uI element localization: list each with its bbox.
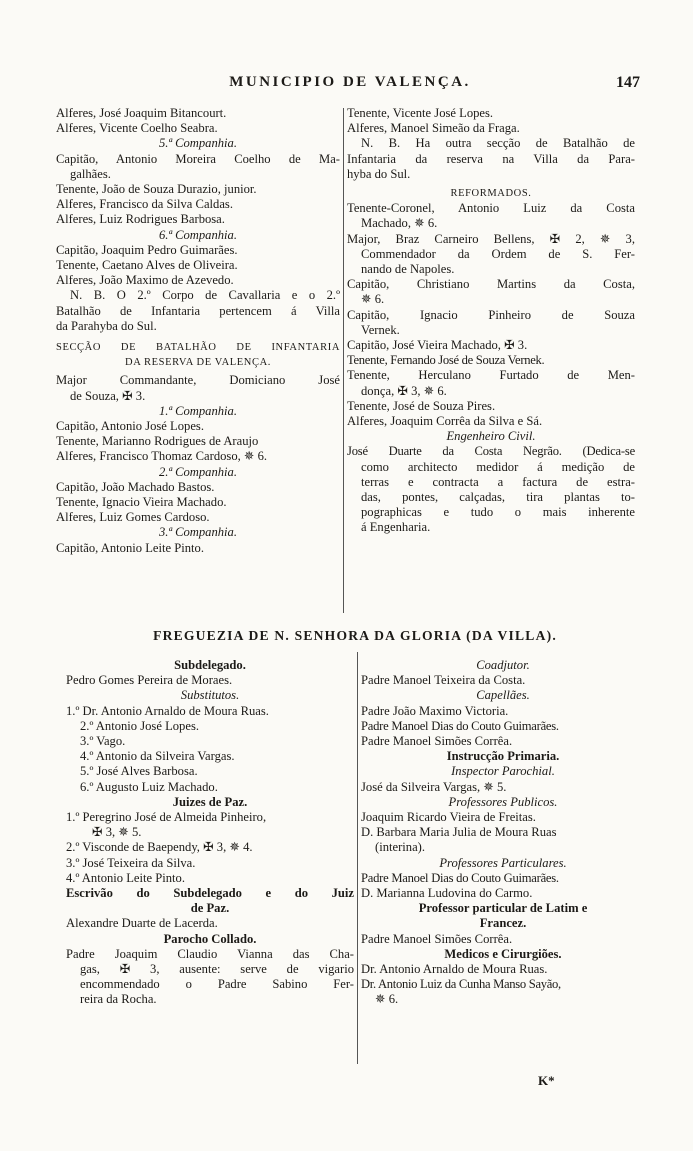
subheading: Capellães. xyxy=(476,688,530,703)
page-header xyxy=(60,74,640,96)
subheading: 6.ª Companhia. xyxy=(159,227,237,242)
text-line: N. B. Ha outra secção de Batalhão de xyxy=(361,136,635,151)
text-line: Padre João Maximo Victoria. xyxy=(361,703,509,718)
text-line: Alferes, Vicente Coelho Seabra. xyxy=(56,121,218,136)
text-line: ✠ 3, ✵ 5. xyxy=(92,825,142,840)
text-line: Padre Manoel Simões Corrêa. xyxy=(361,734,513,749)
text-line: Tenente, João de Souza Durazio, junior. xyxy=(56,182,257,197)
text-line: como architecto medidor á medição de xyxy=(361,459,635,474)
text-line: 6.º Augusto Luiz Machado. xyxy=(80,779,218,794)
text-line: Padre Joaquim Claudio Vianna das Cha- xyxy=(66,946,354,961)
text-line: hyba do Sul. xyxy=(347,166,411,181)
text-line: Joaquim Ricardo Vieira de Freitas. xyxy=(361,810,536,825)
subheading: Inspector Parochial. xyxy=(451,764,555,779)
page-number: 147 xyxy=(616,74,640,91)
text-line: D. Marianna Ludovina do Carmo. xyxy=(361,886,533,901)
text-line: 4.º Antonio da Silveira Vargas. xyxy=(80,749,235,764)
text-line: 3.º Vago. xyxy=(80,734,126,749)
subheading: Parocho Collado. xyxy=(163,931,257,946)
text-line: (interina). xyxy=(375,840,425,855)
text-line: Commendador da Ordem de S. Fer- xyxy=(361,246,635,261)
text-line: Capitão, Antonio Moreira Coelho de Ma- xyxy=(56,151,340,166)
subheading: Engenheiro Civil. xyxy=(446,429,536,444)
subheading: 3.ª Companhia. xyxy=(159,525,237,540)
text-line: da Parahyba do Sul. xyxy=(56,318,157,333)
subheading: Subdelegado. xyxy=(174,658,246,672)
text-line: Capitão, Ignacio Pinheiro de Souza xyxy=(347,307,635,322)
column-top-right xyxy=(347,106,635,536)
text-line: Tenente, Fernando José de Souza Vernek. xyxy=(347,353,545,368)
text-line: D. Barbara Maria Julia de Moura Ruas xyxy=(361,825,557,840)
text-line: gas, ✠ 3, ausente: serve de vigario xyxy=(80,962,354,977)
text-line: Alferes, Joaquim Corrêa da Silva e Sá. xyxy=(347,414,543,429)
running-title: MUNICIPIO DE VALENÇA. xyxy=(229,74,471,90)
column-top-left xyxy=(56,106,340,556)
text-line: Alferes, Francisco da Silva Caldas. xyxy=(56,197,233,212)
text-line: 5.º José Alves Barbosa. xyxy=(80,764,198,779)
text-line: Capitão, Christiano Martins da Costa, xyxy=(347,277,635,292)
subheading: de Paz. xyxy=(190,901,230,916)
subheading: 2.ª Companhia. xyxy=(159,464,237,479)
text-line: Capitão, Antonio José Lopes. xyxy=(56,419,204,434)
signature-mark: K* xyxy=(538,1073,555,1088)
text-line: Padre Manoel Dias do Couto Guimarães. xyxy=(361,718,559,733)
text-line: Capitão, João Machado Bastos. xyxy=(56,479,215,494)
text-line: das, pontes, calçadas, tira plantas to- xyxy=(361,490,635,505)
subheading: 5.ª Companhia. xyxy=(159,136,237,151)
subheading: Professor particular de Latim e xyxy=(418,901,588,916)
text-line: Tenente, Marianno Rodrigues de Araujo xyxy=(56,434,259,449)
text-line: José Duarte da Costa Negrão. (Dedica-se xyxy=(347,444,635,459)
parish-section-title: FREGUEZIA DE N. SENHORA DA GLORIA (DA VILLA). xyxy=(153,628,557,643)
subheading: Professores Publicos. xyxy=(448,794,558,809)
subheading: Professores Particulares. xyxy=(439,855,567,870)
section-heading: DA RESERVA DE VALENÇA. xyxy=(125,357,271,369)
subheading: Escrivão do Subdelegado e do Juiz xyxy=(66,886,354,901)
column-bottom-right xyxy=(361,658,645,1008)
text-line: Alferes, João Maximo de Azevedo. xyxy=(56,273,234,288)
subheading: Juizes de Paz. xyxy=(172,794,248,809)
text-line: Alferes, Luiz Rodrigues Barbosa. xyxy=(56,212,225,227)
column-divider-bottom xyxy=(357,652,358,1064)
text-line: Padre Manoel Teixeira da Costa. xyxy=(361,673,526,688)
text-line: Capitão, José Vieira Machado, ✠ 3. xyxy=(347,338,528,353)
text-line: Tenente, Herculano Furtado de Men- xyxy=(347,368,635,383)
subheading: Substitutos. xyxy=(180,688,240,703)
section-heading: REFORMADOS. xyxy=(450,188,532,200)
text-line: 2.º Antonio José Lopes. xyxy=(80,718,199,733)
subheading: Instrucção Primaria. xyxy=(446,749,560,764)
text-line: Vernek. xyxy=(361,322,400,337)
text-line: Tenente, Ignacio Vieira Machado. xyxy=(56,495,227,510)
subheading: Coadjutor. xyxy=(476,658,530,672)
text-line: de Souza, ✠ 3. xyxy=(70,388,146,403)
text-line: Pedro Gomes Pereira de Moraes. xyxy=(66,673,233,688)
text-line: Alferes, Manoel Simeão da Fraga. xyxy=(347,121,520,136)
text-line: ✵ 6. xyxy=(375,992,399,1007)
text-line: Major Commandante, Domiciano José xyxy=(56,373,340,388)
subheading: 1.ª Companhia. xyxy=(159,403,237,418)
subheading: Medicos e Cirurgiões. xyxy=(444,946,562,961)
text-line: ✵ 6. xyxy=(361,292,385,307)
text-line: Machado, ✵ 6. xyxy=(361,216,438,231)
text-line: Capitão, Joaquim Pedro Guimarães. xyxy=(56,242,238,257)
text-line: Major, Braz Carneiro Bellens, ✠ 2, ✵ 3, xyxy=(347,231,635,246)
text-line: nando de Napoles. xyxy=(361,262,455,277)
text-line: 4.º Antonio Leite Pinto. xyxy=(66,870,185,885)
text-line: Tenente, Vicente José Lopes. xyxy=(347,106,494,120)
text-line: encommendado o Padre Sabino Fer- xyxy=(80,977,354,992)
text-line: Alferes, José Joaquim Bitancourt. xyxy=(56,106,227,120)
text-line: galhães. xyxy=(70,166,111,181)
text-line: 2.º Visconde de Baependy, ✠ 3, ✵ 4. xyxy=(66,840,253,855)
column-divider-top xyxy=(343,108,344,613)
text-line: 1.º Dr. Antonio Arnaldo de Moura Ruas. xyxy=(66,703,269,718)
text-line: Alferes, Luiz Gomes Cardoso. xyxy=(56,510,210,525)
text-line: Dr. Antonio Luiz da Cunha Manso Sayão, xyxy=(361,977,561,992)
text-line: Alexandre Duarte de Lacerda. xyxy=(66,916,218,931)
text-line: Batalhão de Infantaria pertencem á Villa xyxy=(56,303,340,318)
text-line: Alferes, Francisco Thomaz Cardoso, ✵ 6. xyxy=(56,449,268,464)
text-line: Tenente, José de Souza Pires. xyxy=(347,398,496,413)
text-line: 1.º Peregrino José de Almeida Pinheiro, xyxy=(66,810,267,825)
text-line: Padre Manoel Simões Corrêa. xyxy=(361,931,513,946)
text-line: Capitão, Antonio Leite Pinto. xyxy=(56,540,204,555)
text-line: N. B. O 2.º Corpo de Cavallaria e o 2.º xyxy=(70,288,340,303)
subheading: Francez. xyxy=(479,916,527,931)
text-line: donça, ✠ 3, ✵ 6. xyxy=(361,383,447,398)
text-line: José da Silveira Vargas, ✵ 5. xyxy=(361,779,507,794)
text-line: Infantaria da reserva na Villa da Para- xyxy=(347,151,635,166)
text-line: 3.º José Teixeira da Silva. xyxy=(66,855,196,870)
section-heading: SECÇÃO DE BATALHÃO DE INFANTARIA xyxy=(56,342,340,354)
text-line: terras e contracta a factura de estra- xyxy=(361,474,635,489)
text-line: á Engenharia. xyxy=(361,520,431,535)
text-line: reira da Rocha. xyxy=(80,992,157,1007)
text-line: Padre Manoel Dias do Couto Guimarães. xyxy=(361,870,559,885)
text-line: Tenente-Coronel, Antonio Luiz da Costa xyxy=(347,201,635,216)
text-line: pographicas e tudo o mais inherente xyxy=(361,505,635,520)
text-line: Dr. Antonio Arnaldo de Moura Ruas. xyxy=(361,962,548,977)
text-line: Tenente, Caetano Alves de Oliveira. xyxy=(56,258,238,273)
column-bottom-left xyxy=(66,658,354,1008)
